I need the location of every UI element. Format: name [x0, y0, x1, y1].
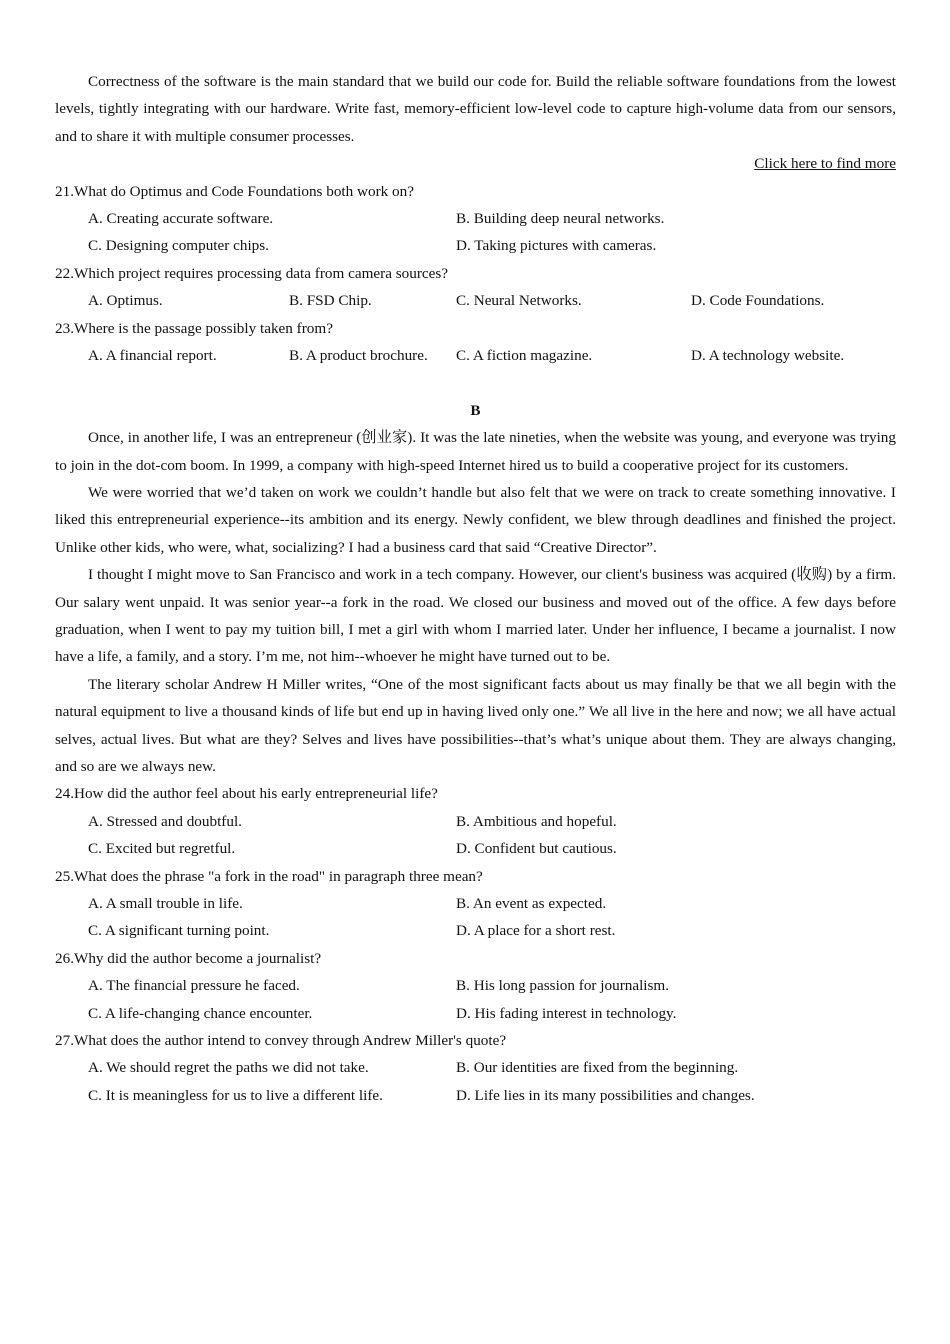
question-25-option-c[interactable]: C. A significant turning point.: [88, 922, 270, 940]
find-more-link[interactable]: Click here to find more: [754, 155, 896, 173]
question-27-options-row-1: [55, 1054, 896, 1081]
question-27-option-c[interactable]: C. It is meaningless for us to live a different life.: [88, 1086, 383, 1104]
passage-b-paragraph-2: We were worried that we’d taken on work we couldn’t handle but also felt that we were on track to create something innovative. I liked this entrepreneurial experience--its ambition and its energy. Newly confident, we blew through deadlines and finished the project. Unlike other kids, who were, what, socializing? I had a business card that said “Creative Director”.: [55, 483, 896, 556]
question-22-option-d[interactable]: D. Code Foundations.: [691, 292, 825, 310]
question-25-stem: 25.What does the phrase "a fork in the road" in paragraph three mean?: [55, 867, 483, 885]
passage-b-paragraph-3: I thought I might move to San Francisco and work in a tech company. However, our client's business was acquired (收购) by a firm. Our salary went unpaid. It was senior year--a fork in the road. We closed our business and moved out of the office. A few days before graduation, when I went to pay my tuition bill, I met a girl with whom I married later. Under her influence, I became a journalist. I now have a life, a family, and a story. I’m me, not him--whoever he might have turned out to be.: [55, 566, 896, 666]
question-26-options-row-1: [55, 972, 896, 999]
question-21-option-d[interactable]: D. Taking pictures with cameras.: [456, 237, 657, 255]
question-23-options-row: [55, 342, 896, 369]
question-22-option-b[interactable]: B. FSD Chip.: [289, 292, 372, 310]
question-27-option-a[interactable]: A. We should regret the paths we did not take.: [88, 1059, 369, 1077]
question-21-options-row-2: [55, 232, 896, 259]
question-23-option-c[interactable]: C. A fiction magazine.: [456, 346, 593, 364]
question-22-options-row: [55, 287, 896, 314]
question-25-option-a[interactable]: A. A small trouble in life.: [88, 894, 243, 912]
question-25-options-row-2: [55, 917, 896, 944]
question-21-option-b[interactable]: B. Building deep neural networks.: [456, 210, 665, 227]
question-23-option-a[interactable]: A. A financial report.: [88, 346, 217, 364]
question-21-option-c[interactable]: C. Designing computer chips.: [88, 237, 269, 255]
section-b-title: B: [470, 401, 481, 419]
question-26-option-d[interactable]: D. His fading interest in technology.: [456, 1004, 677, 1022]
question-26-option-b[interactable]: B. His long passion for journalism.: [456, 977, 670, 995]
passage-a-paragraph: Correctness of the software is the main standard that we build our code for. Build the reliable software foundations from the lowest levels, tightly integrating with our hardware. Write fast, memory-efficient low-level code to capture high-volume data from our sensors, and to share it with multiple consumer processes.: [55, 73, 896, 145]
question-24-option-d[interactable]: D. Confident but cautious.: [456, 840, 617, 858]
question-25-option-d[interactable]: D. A place for a short rest.: [456, 922, 616, 940]
question-22-option-a[interactable]: A. Optimus.: [88, 292, 163, 310]
question-22-stem: 22.Which project requires processing data from camera sources?: [55, 264, 449, 282]
question-24-option-c[interactable]: C. Excited but regretful.: [88, 840, 236, 858]
question-21-options-row-1: [55, 205, 896, 232]
question-27-option-b[interactable]: B. Our identities are fixed from the beginning.: [456, 1059, 739, 1077]
question-24-options-row-1: [55, 808, 896, 835]
question-24-stem: 24.How did the author feel about his early entrepreneurial life?: [55, 785, 438, 803]
passage-b-paragraph-4: The literary scholar Andrew H Miller writes, “One of the most significant facts about us may finally be that we all begin with the natural equipment to live a thousand kinds of life but end up in having lived only one.” We all live in the here and now; we all have actual selves, actual lives. But what are they? Selves and lives have possibilities--that’s what’s unique about them. They are always changing, and so are we always new.: [55, 675, 896, 775]
question-26-stem: 26.Why did the author become a journalist?: [55, 949, 322, 967]
section-gap: [55, 369, 896, 396]
question-27-option-d[interactable]: D. Life lies in its many possibilities and changes.: [456, 1086, 755, 1104]
question-22-option-c[interactable]: C. Neural Networks.: [456, 292, 582, 310]
question-25-options-row-1: [55, 890, 896, 917]
question-27-options-row-2: [55, 1082, 896, 1109]
more-link-row: [55, 150, 896, 177]
question-24-option-a[interactable]: A. Stressed and doubtful.: [88, 812, 242, 830]
question-23-option-d[interactable]: D. A technology website.: [691, 346, 845, 364]
question-21-stem: 21.What do Optimus and Code Foundations both work on?: [55, 182, 414, 200]
exam-page: [55, 68, 896, 1109]
question-27-stem: 27.What does the author intend to convey through Andrew Miller's quote?: [55, 1031, 507, 1049]
question-26-option-c[interactable]: C. A life-changing chance encounter.: [88, 1004, 313, 1022]
question-23-option-b[interactable]: B. A product brochure.: [289, 346, 428, 364]
question-23-stem: 23.Where is the passage possibly taken from?: [55, 319, 333, 337]
question-26-option-a[interactable]: A. The financial pressure he faced.: [88, 977, 300, 995]
question-24-option-b[interactable]: B. Ambitious and hopeful.: [456, 812, 617, 830]
question-21-option-a[interactable]: A. Creating accurate software.: [88, 210, 274, 227]
question-26-options-row-2: [55, 1000, 896, 1027]
question-24-options-row-2: [55, 835, 896, 862]
passage-b-paragraph-1: Once, in another life, I was an entrepreneur (创业家). It was the late nineties, when the website was young, and everyone was trying to join in the dot-com boom. In 1999, a company with high-speed Internet hired us to build a cooperative project for its customers.: [55, 429, 896, 474]
question-25-option-b[interactable]: B. An event as expected.: [456, 894, 607, 912]
